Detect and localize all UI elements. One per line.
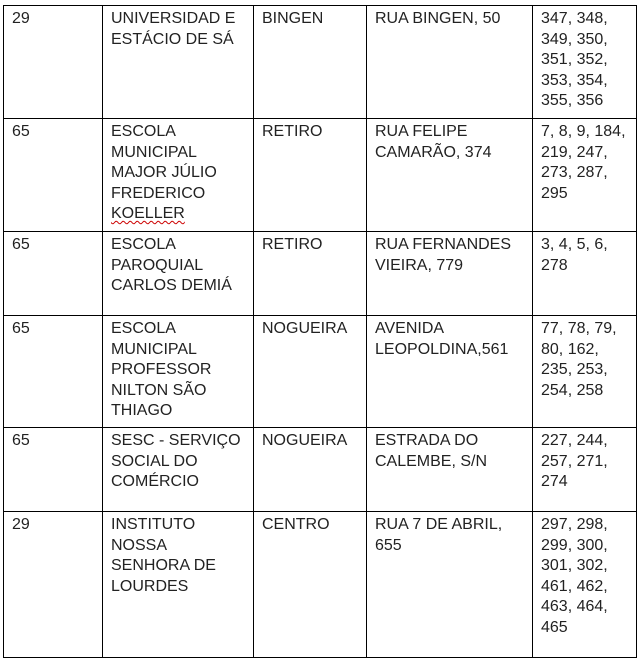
location-name-cell: ESCOLA PAROQUIAL CARLOS DEMIÁ [103, 232, 254, 316]
table-row [4, 316, 637, 428]
location-name-cell: ESCOLA MUNICIPAL PROFESSOR NILTON SÃO THIAGO [103, 316, 254, 428]
zone-cell: 29 [4, 6, 103, 119]
sections-cell: 297, 298, 299, 300, 301, 302, 461, 462, 463, 464, 465 [533, 512, 637, 658]
sections-cell: 347, 348, 349, 350, 351, 352, 353, 354, 355, 356 [533, 6, 637, 119]
table-row [4, 428, 637, 512]
neighborhood-cell: RETIRO [254, 232, 367, 316]
location-name-cell: INSTITUTO NOSSA SENHORA DE LOURDES [103, 512, 254, 658]
address-cell: RUA BINGEN, 50 [367, 6, 533, 119]
address-cell: RUA FERNANDES VIEIRA, 779 [367, 232, 533, 316]
sections-cell: 227, 244, 257, 271, 274 [533, 428, 637, 512]
zone-cell: 65 [4, 316, 103, 428]
sections-cell: 3, 4, 5, 6, 278 [533, 232, 637, 316]
zone-cell: 29 [4, 512, 103, 658]
zone-cell: 65 [4, 232, 103, 316]
polling-locations-table [3, 5, 637, 658]
spellcheck-flagged-word[interactable]: KOELLER [111, 205, 185, 222]
location-name-cell: UNIVERSIDAD E ESTÁCIO DE SÁ [103, 6, 254, 119]
sections-cell: 77, 78, 79, 80, 162, 235, 253, 254, 258 [533, 316, 637, 428]
location-name-cell: SESC - SERVIÇO SOCIAL DO COMÉRCIO [103, 428, 254, 512]
address-cell: RUA FELIPE CAMARÃO, 374 [367, 119, 533, 232]
zone-cell: 65 [4, 119, 103, 232]
neighborhood-cell: NOGUEIRA [254, 316, 367, 428]
zone-cell: 65 [4, 428, 103, 512]
address-cell: AVENIDA LEOPOLDINA,561 [367, 316, 533, 428]
location-name-text: ESCOLA MUNICIPAL MAJOR JÚLIO FREDERICO [111, 123, 217, 202]
neighborhood-cell: BINGEN [254, 6, 367, 119]
table-row [4, 232, 637, 316]
sections-cell: 7, 8, 9, 184, 219, 247, 273, 287, 295 [533, 119, 637, 232]
address-cell: ESTRADA DO CALEMBE, S/N [367, 428, 533, 512]
neighborhood-cell: CENTRO [254, 512, 367, 658]
table-row [4, 119, 637, 232]
neighborhood-cell: NOGUEIRA [254, 428, 367, 512]
table-row [4, 6, 637, 119]
location-name-cell [103, 119, 254, 232]
table-row [4, 512, 637, 658]
address-cell: RUA 7 DE ABRIL, 655 [367, 512, 533, 658]
neighborhood-cell: RETIRO [254, 119, 367, 232]
